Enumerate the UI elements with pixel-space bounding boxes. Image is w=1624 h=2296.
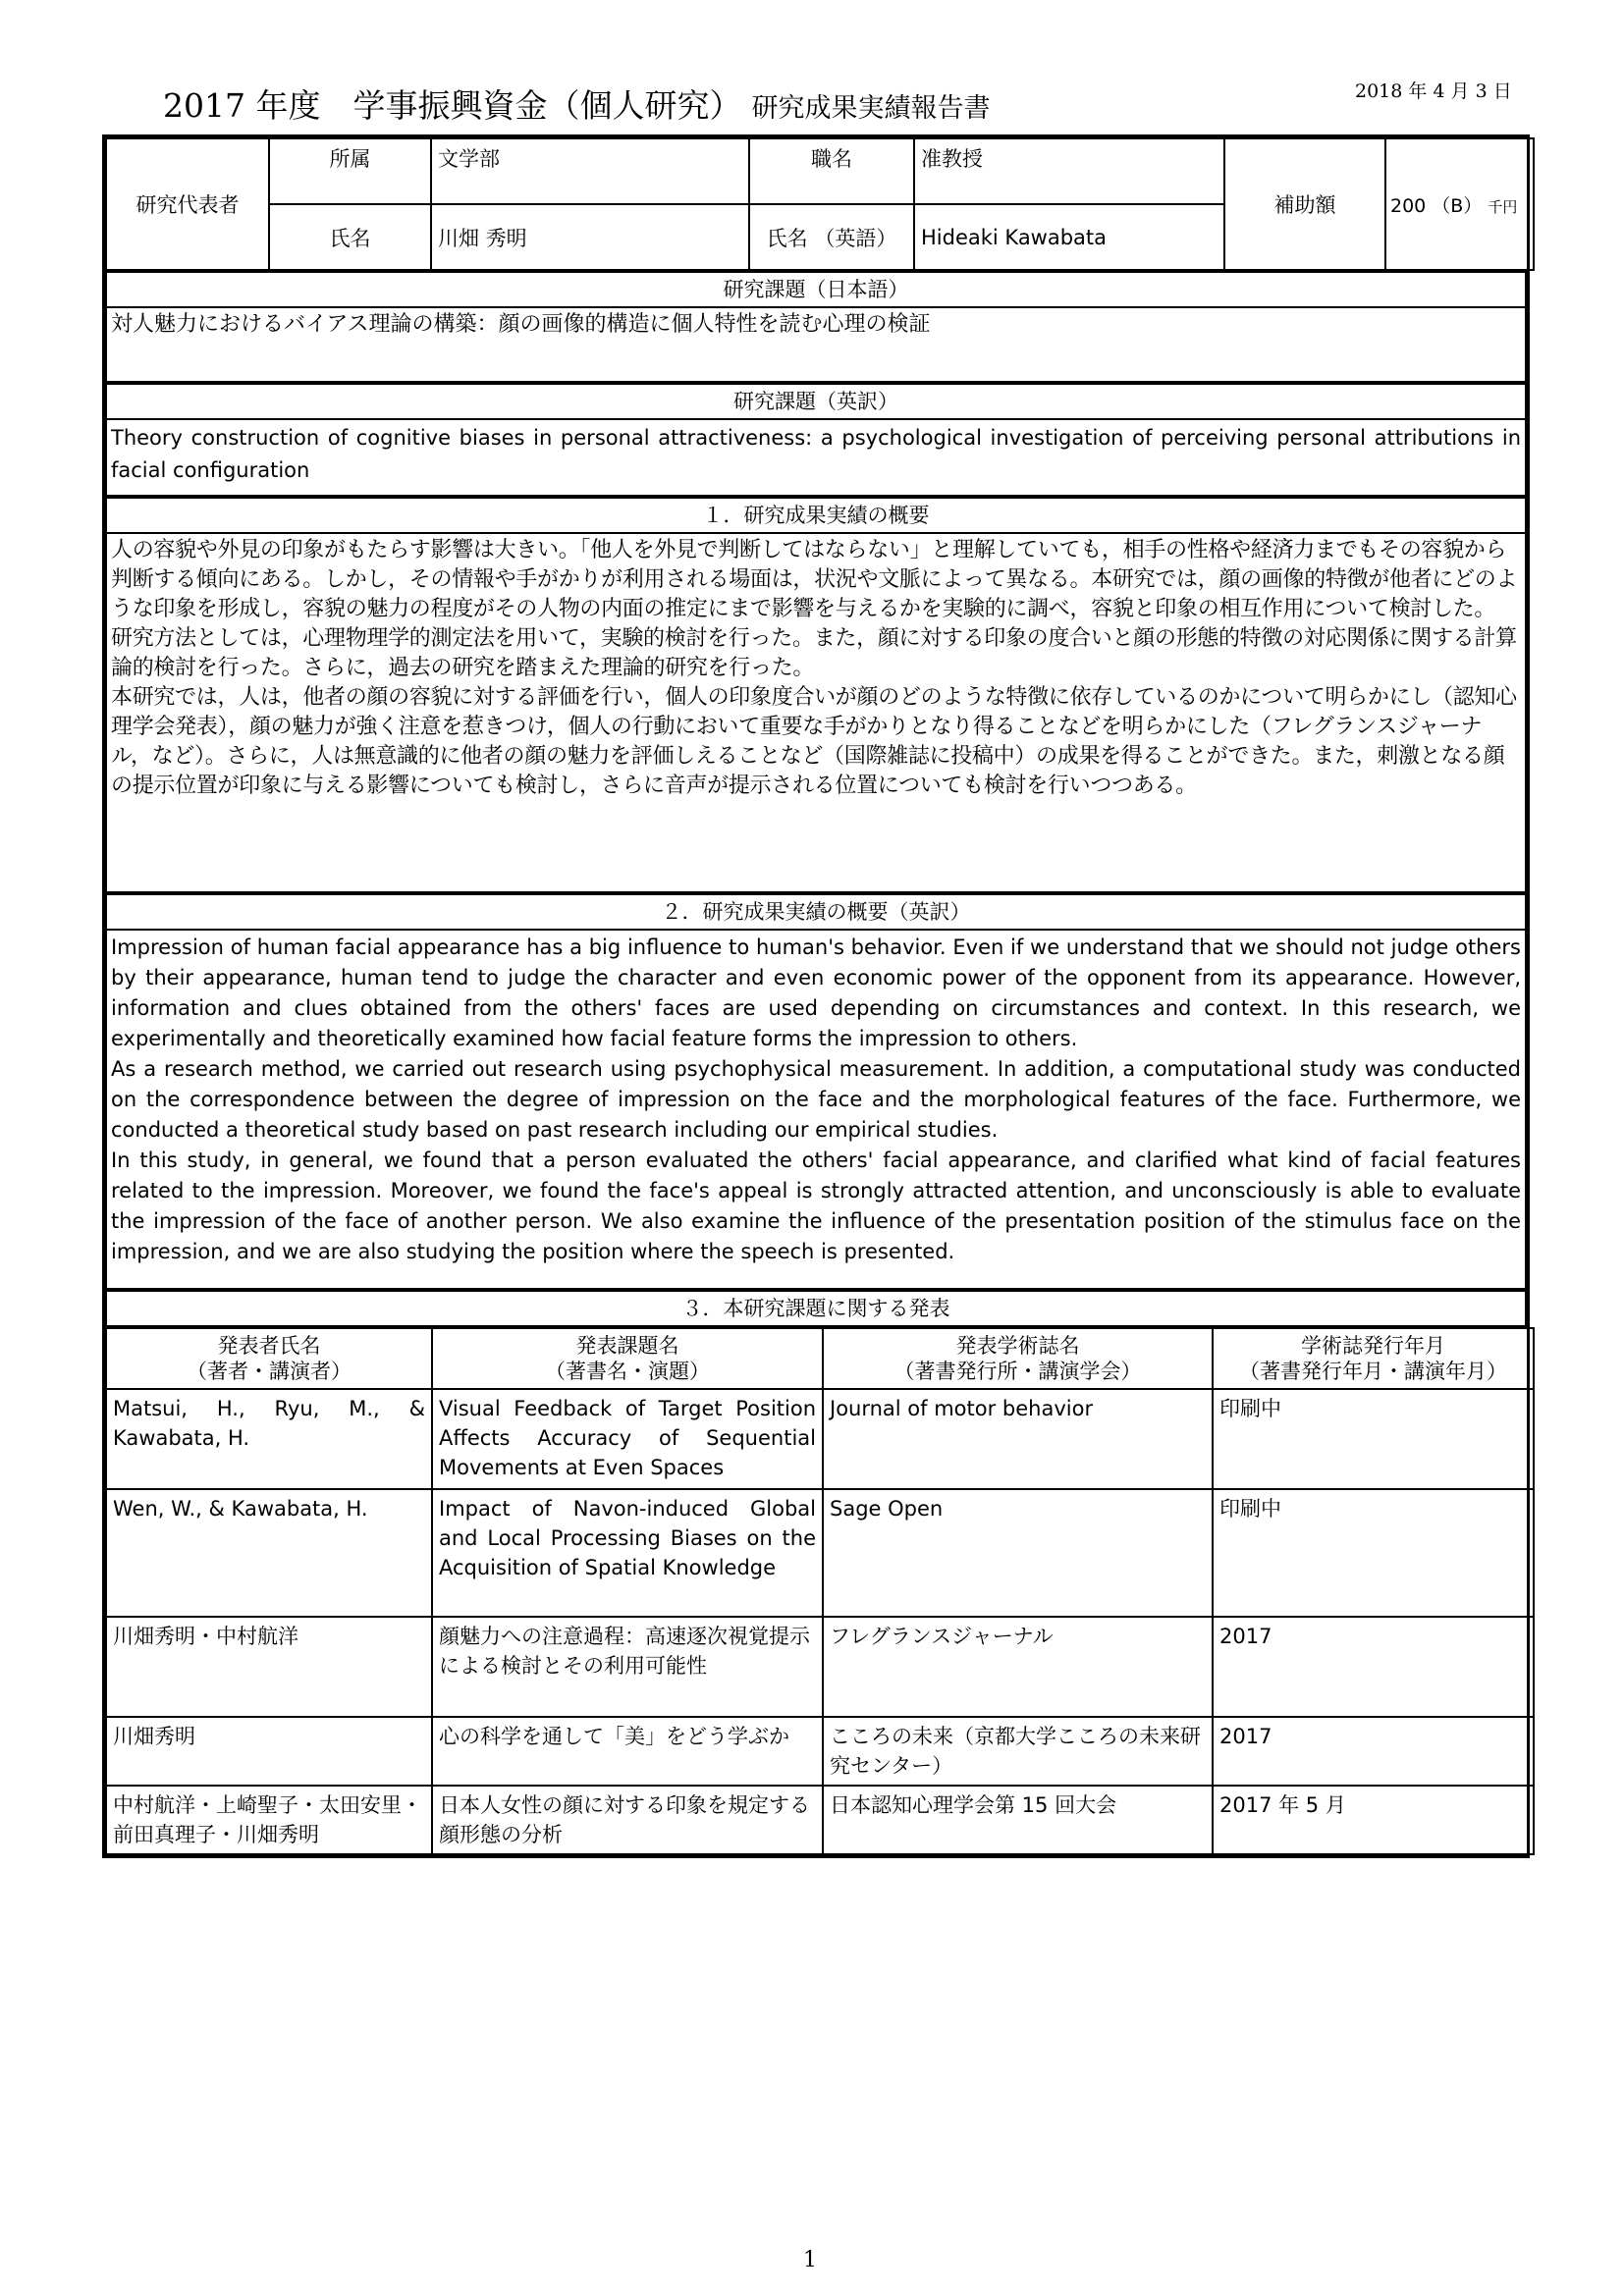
publication-title: Visual Feedback of Target Position Affects Accuracy of Sequential Movements at Even Spaces [432,1389,823,1489]
summary-en-paragraph: In this study, in general, we found that a person evaluated the others' facial appearance, and clarified what kind of facial features related to the impression. Moreover, we found the face's appeal is strongly attracted attention, and unconsciously is able to evaluate the impression of the face of another person. We also examine the influence of the presentation position of the stimulus face on the impression, and we are also studying the position where the speech is presented. [111,1148,1521,1263]
column-header: 発表者氏名 （著者・講演者） [106,1328,432,1389]
publication-journal: フレグランスジャーナル [823,1617,1213,1717]
summary-en-body [105,931,1527,1290]
table-row [106,1786,1534,1854]
representative-info-table [105,137,1535,271]
table-row [106,1489,1534,1617]
table-row [106,1389,1534,1489]
summary-jp-paragraph: 本研究では，人は，他者の顔の容貌に対する評価を行い，個人の印象度合いが顔のどのような特徴に依存しているのかについて明らかにし（認知心理学会発表），顔の魅力が強く注意を惹きつけ，個人の行動において重要な手がかりとなり得ることなどを明らかにした（フレグランスジャーナル，など）。さらに，人は無意識的に他者の顔の魅力を評価しえることなど（国際雑誌に投稿中）の成果を得ることができた。また，刺激となる顔の提示位置が印象に与える影響についても検討し，さらに音声が提示される位置についても検討を行いつつある。 [111,685,1517,798]
grant-label: 補助額 [1224,138,1385,270]
topic-jp-text: 対人魅力におけるバイアス理論の構築：顔の画像的構造に個人特性を読む心理の検証 [105,308,1527,383]
column-header: 学術誌発行年月 （著書発行年月・講演年月） [1213,1328,1534,1389]
topic-jp-heading: 研究課題（日本語） [105,271,1527,308]
publications-table [105,1327,1535,1855]
publication-date: 2017 [1213,1617,1534,1717]
name-en-label: 氏名 （英語） [749,204,914,270]
publication-journal: Sage Open [823,1489,1213,1617]
publication-journal: Journal of motor behavior [823,1389,1213,1489]
summary-jp-body [105,534,1527,893]
grant-value: 200 （B） [1390,194,1483,217]
affiliation-value: 文学部 [431,138,749,204]
column-header: 発表課題名 （著書名・演題） [432,1328,823,1389]
publications-heading: ３．本研究課題に関する発表 [105,1290,1527,1327]
representative-label: 研究代表者 [106,138,269,270]
publication-author: Matsui, H., Ryu, M., & Kawabata, H. [106,1389,432,1489]
page-number: 1 [803,2248,817,2272]
grant-cell [1385,138,1534,270]
topic-en-heading: 研究課題（英訳） [105,383,1527,420]
publication-title: Impact of Navon-induced Global and Local Processing Biases on the Acquisition of Spatial Knowledge [432,1489,823,1617]
publication-title: 日本人女性の顔に対する印象を規定する顔形態の分析 [432,1786,823,1854]
position-label: 職名 [749,138,914,204]
grant-unit: 千円 [1488,197,1518,216]
publication-journal: 日本認知心理学会第 15 回大会 [823,1786,1213,1854]
publication-author: 川畑秀明・中村航洋 [106,1617,432,1717]
summary-en-heading: ２．研究成果実績の概要（英訳） [105,893,1527,931]
affiliation-label: 所属 [269,138,431,204]
topic-en-text: Theory construction of cognitive biases in personal attractiveness: a psychological investigation of perceiving personal attributions in facial configuration [105,420,1527,497]
publication-title: 顔魅力への注意過程：高速逐次視覚提示による検討とその利用可能性 [432,1617,823,1717]
summary-en-paragraph: Impression of human facial appearance has a big influence to human's behavior. Even if we understand that we should not judge others by their appearance, human tend to judge the character and even economic power of the opponent from its appearance. However, information and clues obtained from the others' faces are used depending on circumstances and context. In this research, we experimentally and theoretically examined how facial feature forms the impression to others. [111,935,1521,1050]
summary-jp-heading: １．研究成果実績の概要 [105,497,1527,534]
name-en-value: Hideaki Kawabata [914,204,1224,270]
table-row [106,1617,1534,1717]
publications-header-row [106,1328,1534,1389]
publication-author: 中村航洋・上崎聖子・太田安里・前田真理子・川畑秀明 [106,1786,432,1854]
publication-date: 2017 [1213,1717,1534,1786]
summary-en-paragraph: As a research method, we carried out research using psychophysical measurement. In addition, a computational study was conducted on the correspondence between the degree of impression on the face and the morphological features of the face. Furthermore, we conducted a theoretical study based on past research including our empirical studies. [111,1057,1521,1142]
publication-author: 川畑秀明 [106,1717,432,1786]
publication-journal: こころの未来（京都大学こころの未来研究センター） [823,1717,1213,1786]
name-label: 氏名 [269,204,431,270]
summary-jp-paragraph: 人の容貌や外見の印象がもたらす影響は大きい。「他人を外見で判断してはならない」と理解していても，相手の性格や経済力までもその容貌から判断する傾向にある。しかし，その情報や手がかりが利用される場面は，状況や文脈によって異なる。本研究では，顔の画像的特徴が他者にどのような印象を形成し，容貌の魅力の程度がその人物の内面の推定にまで影響を与えるかを実験的に調べ，容貌と印象の相互作用について検討した。 [111,538,1518,621]
position-value: 准教授 [914,138,1224,204]
column-header: 発表学術誌名 （著書発行所・講演学会） [823,1328,1213,1389]
report-form [102,134,1530,1858]
document-title [163,80,990,127]
publication-date: 2017 年 5 月 [1213,1786,1534,1854]
summary-jp-paragraph: 研究方法としては，心理物理学的測定法を用いて，実験的検討を行った。また，顔に対する印象の度合いと顔の形態的特徴の対応関係に関する計算論的検討を行った。さらに，過去の研究を踏まえた理論的研究を行った。 [111,626,1517,680]
publication-date: 印刷中 [1213,1489,1534,1617]
title-sub: 研究成果実績報告書 [751,93,991,124]
name-value: 川畑 秀明 [431,204,749,270]
publication-date: 印刷中 [1213,1389,1534,1489]
report-date: 2018 年 4 月 3 日 [1355,80,1512,102]
publication-title: 心の科学を通して「美」をどう学ぶか [432,1717,823,1786]
table-row [106,1717,1534,1786]
title-main: 2017 年度 学事振興資金（個人研究） [163,86,742,125]
publication-author: Wen, W., & Kawabata, H. [106,1489,432,1617]
